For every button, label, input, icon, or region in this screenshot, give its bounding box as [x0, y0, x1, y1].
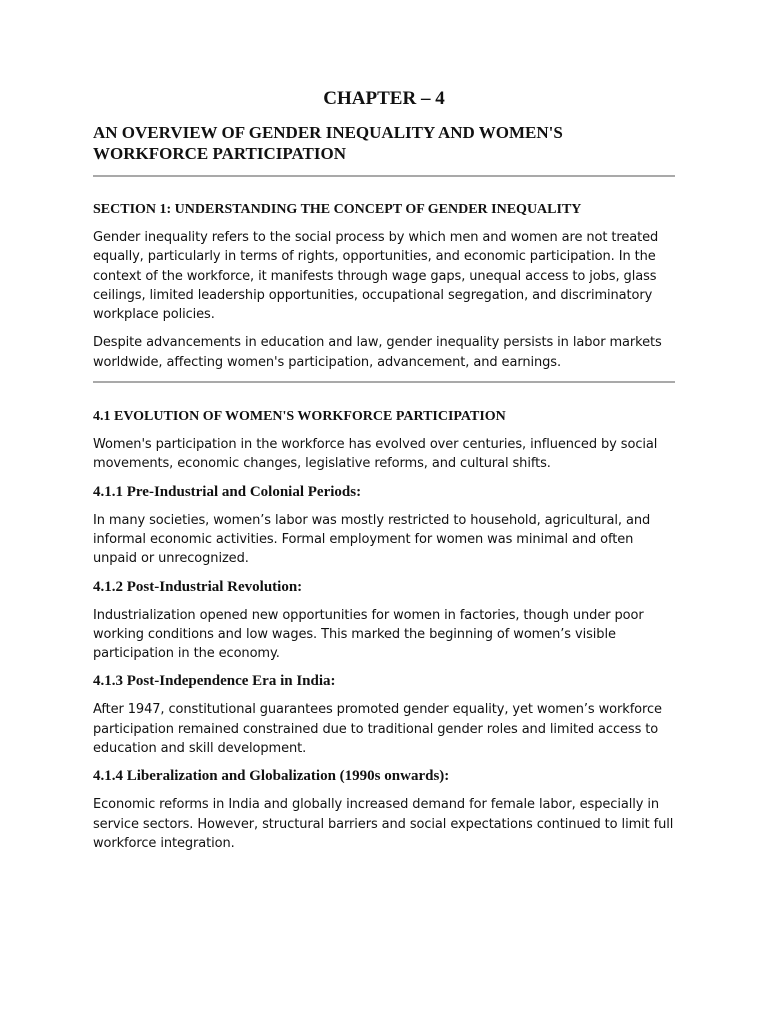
subsection-4-1-2-text: Industrialization opened new opportunities for women in factories, though under poor working conditions and low wages. This marked the beginning of women’s visible participation in the economy. [93, 607, 644, 662]
subsection-4-1-4-text: Economic reforms in India and globally increased demand for female labor, especially in service sectors. However, structural barriers and social expectations continued to limit full workforce integration. [93, 797, 674, 851]
subsection-4-1-4-heading: 4.1.4 Liberalization and Globalization (1990s onwards): [93, 768, 450, 785]
section-4-1-intro: Women's participation in the workforce has evolved over centuries, influenced by social movements, economic changes, legislative reforms, and cultural shifts. [93, 437, 658, 472]
section-1-paragraph-2: Despite advancements in education and law, gender inequality persists in labor markets worldwide, affecting women's participation, advancement, and earnings. [93, 335, 662, 370]
section-1-paragraph-1: Gender inequality refers to the social process by which men and women are not treated equally, particularly in terms of rights, opportunities, and economic participation. In the context of the workforce, it manifests through wage gaps, unequal access to jobs, glass ceilings, limited leadership opportunities, occupational segregation, and discriminatory workplace policies. [93, 230, 659, 323]
subsection-4-1-1-text: In many societies, women’s labor was mostly restricted to household, agricultural, and informal economic activities. Formal employment for women was minimal and often unpaid or unrecognized. [93, 512, 651, 567]
subsection-4-1-2-heading: 4.1.2 Post-Industrial Revolution: [93, 578, 303, 595]
section-divider [93, 175, 675, 177]
section-1-heading: SECTION 1: UNDERSTANDING THE CONCEPT OF GENDER INEQUALITY [93, 202, 582, 217]
section-4-1-heading: 4.1 EVOLUTION OF WOMEN'S WORKFORCE PARTICIPATION [93, 409, 506, 425]
document-title: AN OVERVIEW OF GENDER INEQUALITY AND WOMEN'S WORKFORCE PARTICIPATION [93, 123, 563, 163]
chapter-title: CHAPTER – 4 [323, 88, 445, 109]
section-divider [93, 381, 675, 383]
subsection-4-1-3-text: After 1947, constitutional guarantees promoted gender equality, yet women’s workforce participation remained constrained due to traditional gender roles and limited access to education and skill development. [93, 702, 662, 757]
subsection-4-1-3-heading: 4.1.3 Post-Independence Era in India: [93, 673, 336, 690]
subsection-4-1-1-heading: 4.1.1 Pre-Industrial and Colonial Periods: [93, 483, 362, 500]
document-page [93, 0, 675, 853]
